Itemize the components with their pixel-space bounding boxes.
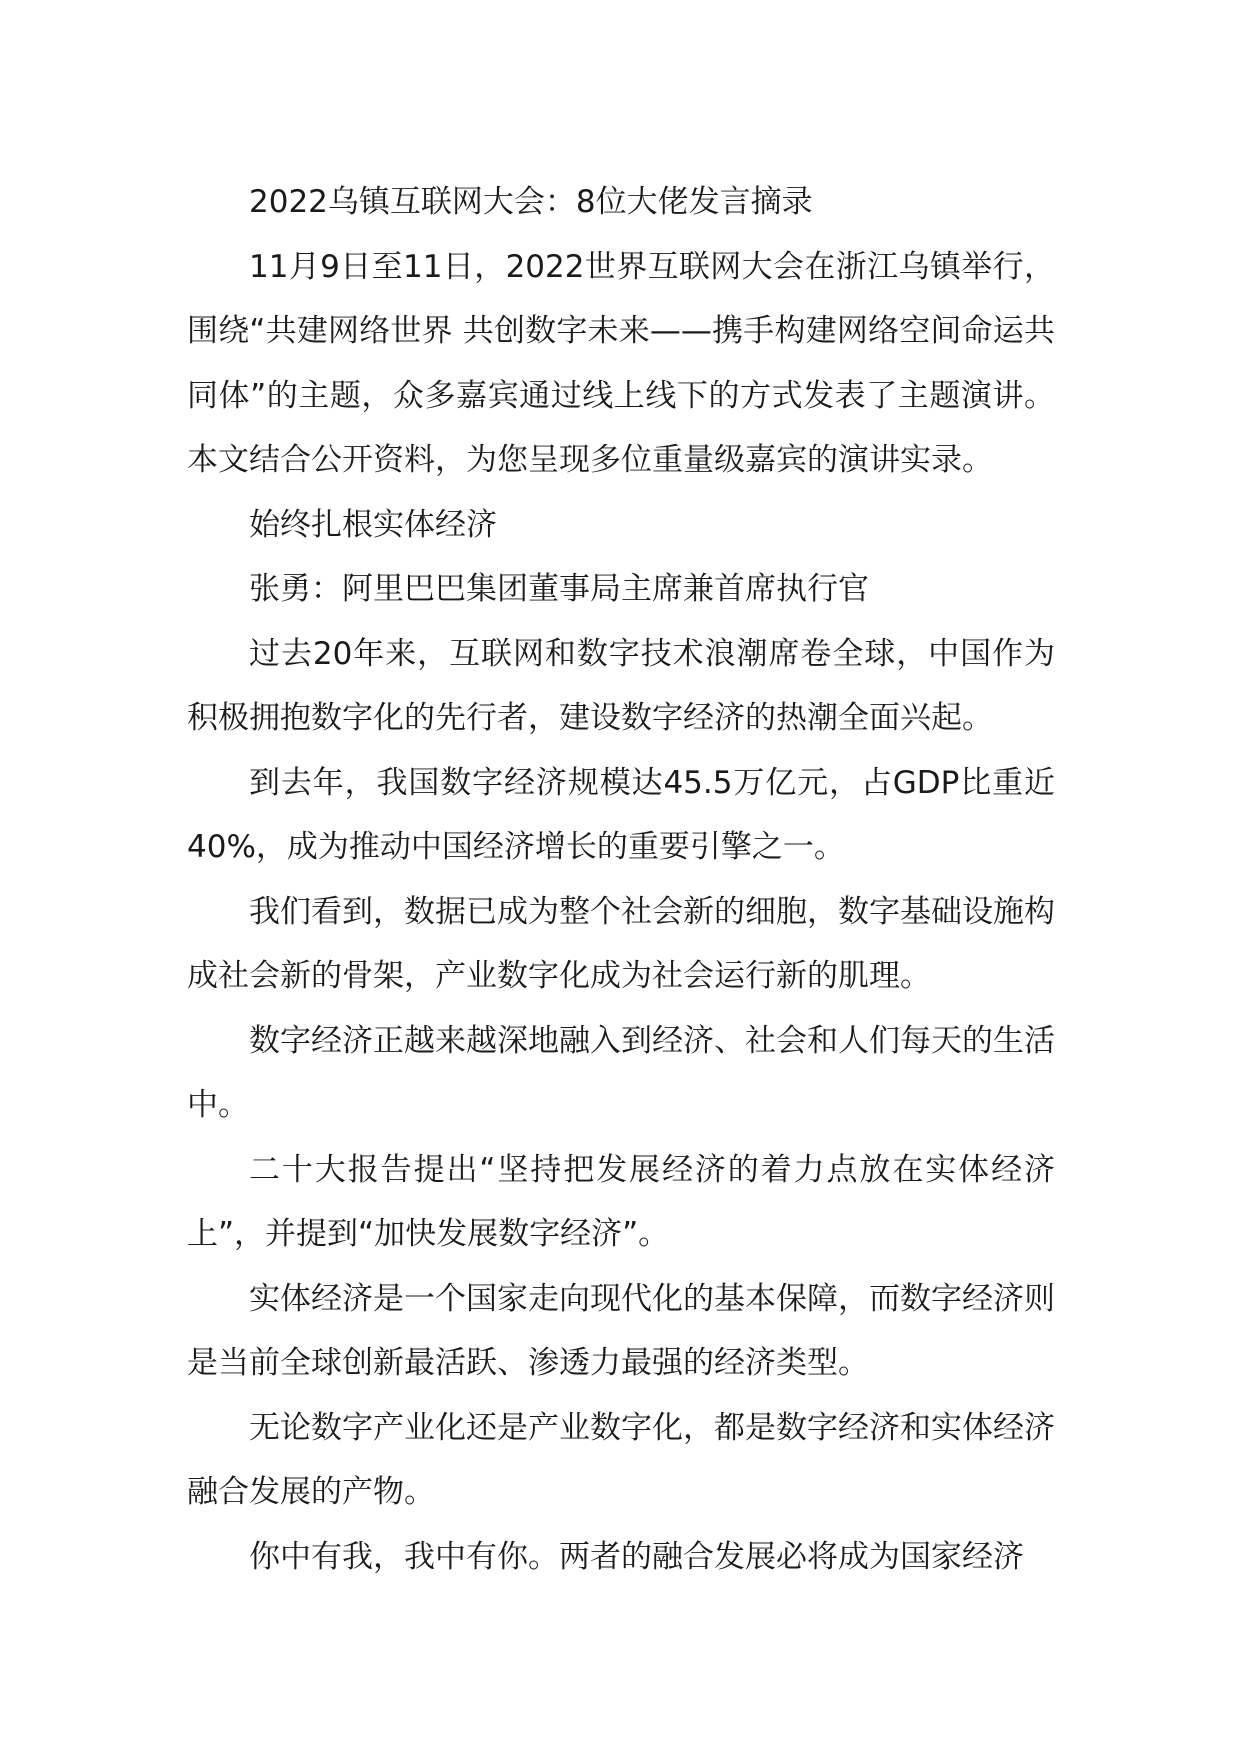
document-title: 2022乌镇互联网大会：8位大佬发言摘录 [249,184,813,220]
section-heading: 始终扎根实体经济 [249,506,497,543]
body-paragraph: 二十大报告提出“坚持把发展经济的着力点放在实体经济上”，并提到“加快发展数字经济”。 [187,1151,1055,1252]
body-paragraph: 到去年，我国数字经济规模达45.5万亿元，占GDP比重近40%，成为推动中国经济增长的重要引擎之一。 [187,764,1055,865]
intro-paragraph: 11月9日至11日，2022世界互联网大会在浙江乌镇举行，围绕“共建网络世界 共创数字未来——携手构建网络空间命运共同体”的主题，众多嘉宾通过线上线下的方式发表了主题演讲。本文结合公开资料，为您呈现多位重量级嘉宾的演讲实录。 [187,248,1055,478]
body-paragraph: 无论数字产业化还是产业数字化，都是数字经济和实体经济融合发展的产物。 [187,1409,1055,1510]
body-paragraph: 你中有我，我中有你。两者的融合发展必将成为国家经济 [249,1538,1024,1575]
body-paragraph: 过去20年来，互联网和数字技术浪潮席卷全球，中国作为积极拥抱数字化的先行者，建设数字经济的热潮全面兴起。 [187,635,1055,736]
body-paragraph: 实体经济是一个国家走向现代化的基本保障，而数字经济则是当前全球创新最活跃、渗透力最强的经济类型。 [187,1280,1055,1381]
document-body [187,170,1055,1589]
speaker-line: 张勇：阿里巴巴集团董事局主席兼首席执行官 [249,571,869,607]
body-paragraph: 我们看到，数据已成为整个社会新的细胞，数字基础设施构成社会新的骨架，产业数字化成为社会运行新的肌理。 [187,893,1055,994]
body-paragraph: 数字经济正越来越深地融入到经济、社会和人们每天的生活中。 [187,1022,1055,1123]
